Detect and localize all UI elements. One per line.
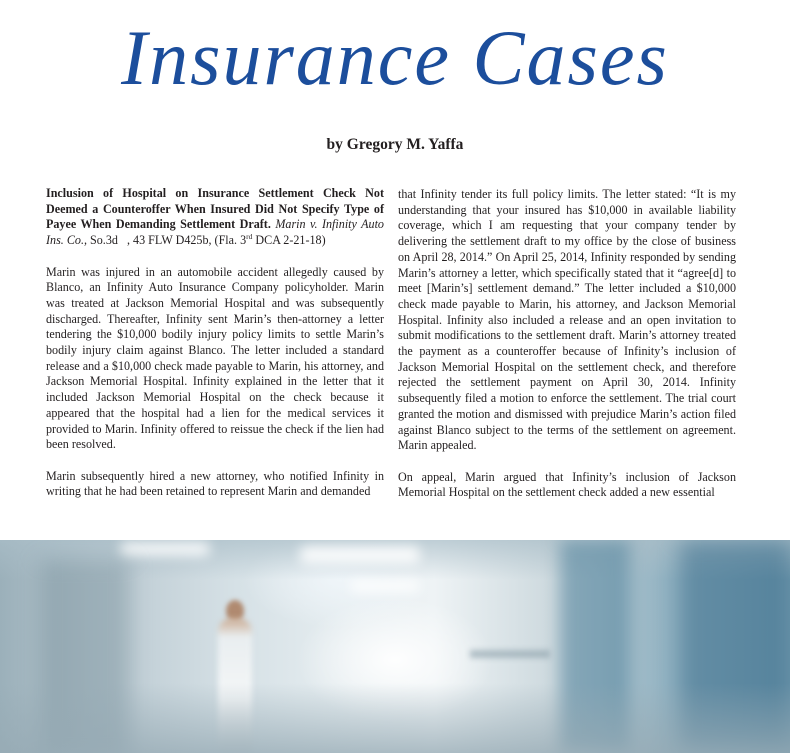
body-paragraph: On appeal, Marin argued that Infinity’s inclusion of Jackson Memorial Hospital on the settlement check added a new essential <box>398 469 736 500</box>
case-citation-name: Marin v. Infinity Auto Ins. Co., <box>46 217 384 248</box>
article-column-right <box>398 187 736 501</box>
body-paragraph: Marin was injured in an automobile accident allegedly caused by Blanco, an Infinity Auto Insurance Company policyholder. Marin was treated at Jackson Memorial Hospital and was subsequently discharged. Thereafter, Infinity sent Marin’s then-attorney a letter tendering the $10,000 bodily injury policy limits to settle Marin’s bodily injury claim against Blanco. The letter included a standard release and a $10,000 check made payable to Marin, his attorney, and Jackson Memorial Hospital. Infinity explained in the letter that it included Jackson Memorial Hospital on the check because it appeared that the hospital had a lien for the medical services it provided to Marin. Infinity offered to reissue the check if the lien had been resolved. <box>46 264 384 452</box>
author-byline: by Gregory M. Yaffa <box>326 136 464 153</box>
body-paragraph: that Infinity tender its full policy limits. The letter stated: “It is my understanding that your insured has $10,000 in available liability coverage, which I am requesting that your company tender by delivering the settlement draft to my office by the close of business on April 28, 2014.” On April 25, 2014, Infinity responded by sending Marin’s attorney a letter, which specifically stated that it “agree[d] to meet [Marin’s] settlement demand.” The letter included a $10,000 check made payable to Marin, his attorney, and Jackson Memorial Hospital. Infinity also included a release and an open invitation to submit modifications to the settlement draft. Marin’s attorney treated the payment as a counteroffer because of Infinity’s inclusion of Jackson Memorial Hospital on the settlement check, and therefore rejected the settlement payment on April 30, 2014. Infinity subsequently filed a motion to enforce the settlement. The trial court granted the motion and dismissed with prejudice Marin’s action filed against Blanco subject to the terms of the settlement on agreement. Marin appealed. <box>398 187 736 453</box>
case-headline <box>46 186 384 249</box>
case-headline-title: Inclusion of Hospital on Insurance Settlement Check Not Deemed a Counteroffer When Insured Did Not Specify Type of Payee When Demanding Settlement Draft. <box>46 186 384 232</box>
hospital-corridor-photo <box>0 540 790 753</box>
case-citation-reporter: So.3d , 43 FLW D425b, (Fla. 3 <box>87 233 247 248</box>
case-citation-sup: rd <box>246 232 253 242</box>
article-column-left <box>46 186 384 500</box>
case-citation-court: DCA 2-21-18) <box>252 233 326 248</box>
body-paragraph: Marin subsequently hired a new attorney, who notified Infinity in writing that he had been retained to represent Marin and demanded <box>46 468 384 499</box>
page-title: Insurance Cases <box>121 14 669 101</box>
